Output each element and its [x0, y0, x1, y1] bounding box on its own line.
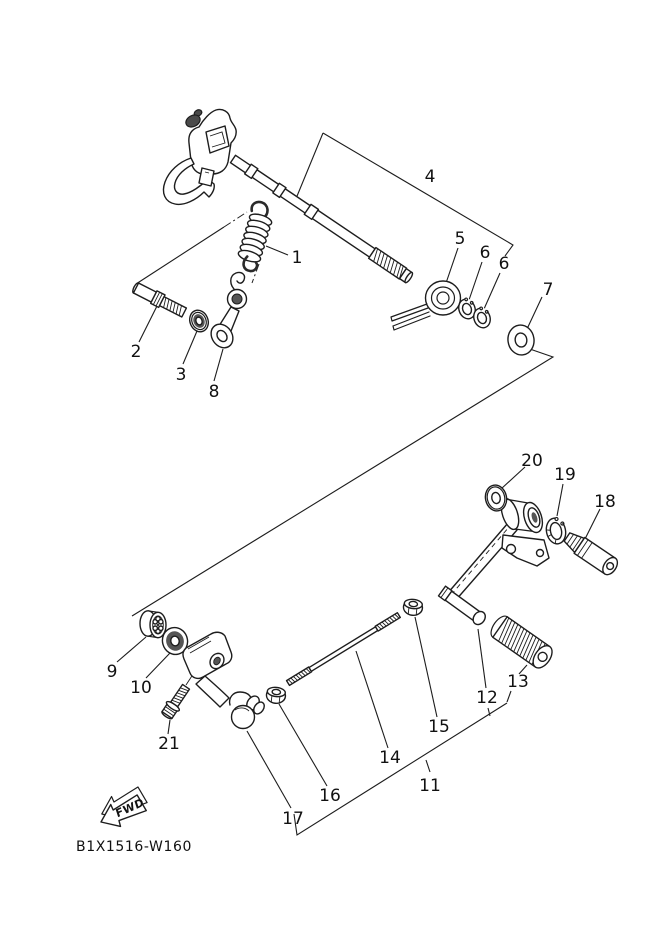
- callout-18: 18: [594, 492, 616, 512]
- callout-21: 21: [158, 734, 180, 754]
- callout-4: 4: [424, 167, 436, 187]
- callout-9: 9: [106, 662, 118, 682]
- callout-17: 17: [282, 809, 304, 829]
- callout-14: 14: [379, 748, 401, 768]
- needle-bearing: [140, 611, 166, 638]
- callout-3: 3: [175, 365, 187, 385]
- callout-20: 20: [521, 451, 543, 471]
- callout-19: 19: [554, 465, 576, 485]
- callout-2: 2: [130, 342, 142, 362]
- callout-10: 10: [130, 678, 152, 698]
- fwd-label: FWD: [114, 795, 146, 821]
- callout-8: 8: [208, 382, 220, 402]
- callout-7: 7: [542, 280, 554, 300]
- callout-5: 5: [454, 229, 466, 249]
- callout-1: 1: [291, 248, 303, 268]
- callout-6b: 6: [498, 254, 510, 274]
- callout-11: 11: [419, 776, 441, 796]
- callout-13: 13: [507, 672, 529, 692]
- callout-12: 12: [476, 688, 498, 708]
- ball-joint: [232, 706, 255, 729]
- callout-15: 15: [428, 717, 450, 737]
- callout-6a: 6: [479, 243, 491, 263]
- callout-16: 16: [319, 786, 341, 806]
- diagram-part-code: B1X1516-W160: [76, 839, 192, 855]
